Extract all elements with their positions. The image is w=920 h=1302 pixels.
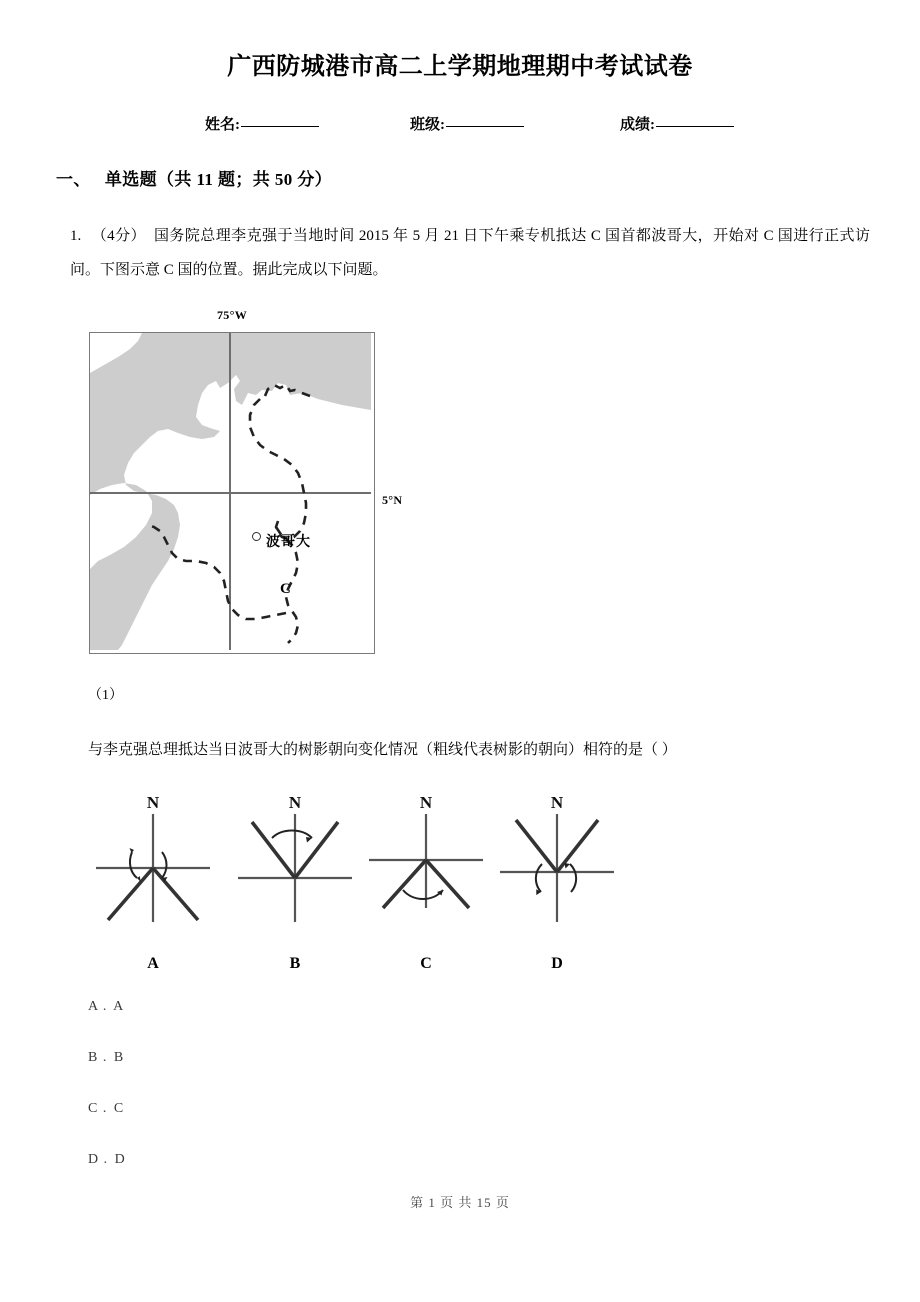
diagram-a-north-label: N	[146, 793, 160, 812]
score-field-label: 成绩:	[620, 117, 655, 133]
score-field-blank[interactable]	[656, 114, 734, 127]
option-diagram-d	[492, 790, 622, 975]
diagram-b-svg	[230, 790, 360, 950]
option-diagram-b	[230, 790, 360, 975]
class-field-blank[interactable]	[446, 114, 524, 127]
diagram-d-north-label: N	[550, 793, 564, 812]
name-field[interactable]	[205, 113, 319, 134]
section-title: 单选题（共 11 题；共 50 分）	[104, 170, 333, 189]
answer-option-a-text: A	[113, 999, 125, 1014]
question-score: （4分）	[91, 228, 146, 244]
section-number: 一、	[56, 170, 91, 189]
student-info-row	[205, 113, 765, 137]
answer-options	[88, 998, 488, 1202]
question-stem-text: 国务院总理李克强于当地时间 2015 年 5 月 21 日下午乘专机抵达 C 国首都波哥大，开始对 C 国进行正式访问。下图示意 C 国的位置。据此完成以下问题。	[70, 228, 870, 278]
answer-option-d-text: D	[114, 1152, 126, 1167]
map-country-label: C	[280, 581, 291, 597]
map-city-label: 波哥大	[266, 535, 311, 550]
diagram-d-svg	[492, 790, 622, 950]
subquestion-text: 与李克强总理抵达当日波哥大的树影朝向变化情况（粗线代表树影的朝向）相符的是（ ）	[88, 742, 677, 758]
answer-option-b-key: B .	[88, 1050, 108, 1065]
answer-option-b[interactable]	[88, 1049, 488, 1100]
subquestion-label: （1）	[88, 688, 123, 703]
answer-option-b-text: B	[113, 1050, 125, 1065]
diagram-b-letter: B	[289, 955, 301, 972]
diagram-b-north-label: N	[288, 793, 302, 812]
diagram-c-north-label: N	[419, 793, 433, 812]
map-latitude-label: 5°N	[382, 493, 403, 507]
section-heading	[56, 165, 332, 190]
score-field[interactable]	[620, 113, 734, 134]
diagram-a-letter: A	[147, 955, 159, 972]
map-svg	[90, 333, 371, 650]
answer-option-c-text: C	[113, 1101, 125, 1116]
question-number: 1.	[70, 228, 82, 244]
answer-option-c[interactable]	[88, 1100, 488, 1151]
map-figure	[89, 308, 419, 658]
class-field-label: 班级:	[410, 117, 445, 133]
diagram-d-letter: D	[551, 955, 563, 972]
diagram-c-letter: C	[420, 955, 432, 972]
name-field-label: 姓名:	[205, 117, 240, 133]
page-footer: 第 1 页 共 15 页	[410, 1195, 510, 1210]
map-longitude-label: 75°W	[217, 308, 247, 322]
option-diagram-c	[361, 790, 491, 975]
page-title: 广西防城港市高二上学期地理期中考试试卷	[227, 54, 693, 80]
map-frame	[89, 332, 375, 654]
diagram-a-svg	[88, 790, 218, 950]
answer-option-a[interactable]	[88, 998, 488, 1049]
option-diagram-group	[88, 790, 648, 975]
question-stem	[70, 219, 870, 287]
answer-option-a-key: A .	[88, 999, 108, 1014]
answer-option-d-key: D .	[88, 1152, 109, 1167]
diagram-c-svg	[361, 790, 491, 950]
option-diagram-a	[88, 790, 218, 975]
map-city-marker	[252, 532, 261, 541]
class-field[interactable]	[410, 113, 524, 134]
name-field-blank[interactable]	[241, 114, 319, 127]
answer-option-c-key: C .	[88, 1101, 108, 1116]
